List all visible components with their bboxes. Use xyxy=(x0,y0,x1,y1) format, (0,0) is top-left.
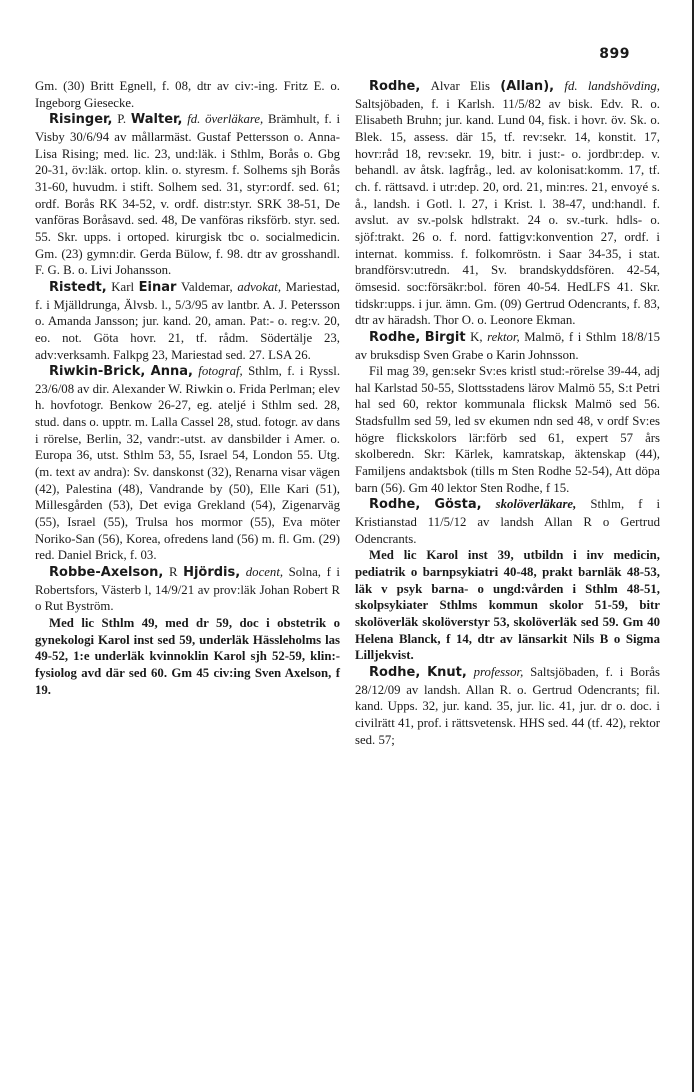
entry-body-bold: Med lic Karol inst 39, utbildn i inv medicin, pediatrik o barnpsykiatri 40-48, prakt barnläk 48-53, läk v psyk barna- o ungd:vården i Sthlm 48-51, skolpsykiater Sthlms kommun skolor 51-59, bitr skolöverläk skolöverstyr 53, skolöverläk sed 59. Gm 40 Helena Blanck, f 14, dtr av länsarkit Nils B o Sigma Lilljekvist. xyxy=(355,548,660,663)
entry-given-bold: Knut, xyxy=(427,664,467,680)
entry-given: Karl xyxy=(111,279,135,294)
entry-body: Sthlm, f i Kristianstad 11/5/12 av landsh Allan R o Gertrud Odencrants. xyxy=(355,497,661,546)
entry-body: Saltsjöbaden, f. i Borås 28/12/09 av landsh. Allan R. o. Gertrud Odencrants; fil. kand. Upps. 32, jur. kand. 35, jur. lic. 41, jur. dr o. doc. i civilrätt 41, prof. i rättsvetensk. HHS sed. 44 (tf. 42), rektor sed. 57; xyxy=(355,664,660,747)
entry-given-bold: Birgit xyxy=(424,329,466,345)
entry-given: P. xyxy=(117,112,127,127)
entry-title: fd. överläkare, xyxy=(187,112,264,127)
page-edge-line xyxy=(692,0,694,1092)
entry-title: fd. landshövding, xyxy=(564,79,661,93)
entry-body-bold: Med lic Sthlm 49, med dr 59, doc i obstetrik o gynekologi Karol inst sed 59, underläk Hässleholms las 49-52, 1:e underläk kvinnoklin Karol sjh 52-59, klin:-fysiolog avd där sed 60. Gm 45 civ:ing Sven Axelson, f 19. xyxy=(35,616,340,697)
entry-rodhe-gosta xyxy=(355,496,660,664)
entry-given: Alvar Elis xyxy=(430,79,490,93)
entry-given-bold: Hjördis, xyxy=(183,565,241,581)
entry-body-after: Fil mag 39, gen:sekr Sv:es kristl stud:-rörelse 39-44, adj hal Karlstad 50-55, Slottsstadens lärov Malmö 55, S:t Petri hal sed 60, rektor kommunala flicksk Malmö sed 56. Stadsfullm sed 59, led sv ekumen ndn sed 48, v ordf Sv:es högre flickskolors lär:förb sed 61, expert 57 års skolberedn. Skr: Kärlek, kamratskap, äktenskap (44), Familjens andaktsbok (tills m Sten Rodhe 52-54), Att döpa barn (56). Gm 40 lektor Sten Rodhe, f 15. xyxy=(355,364,660,495)
entry-given: R xyxy=(168,565,178,580)
entry-body: Brämhult, f. i Visby 30/6/94 av mållarmäst. Gustaf Pettersson o. Anna-Lisa Rising; med. lic. 23, und:läk. i Sthlm, Borås o. Gbg 20-31, öv:läk. ortop. klin. o. styresm. f. Solhems sjh Borås 31-60, huvudm. i stift. Solhem sed. 31, styr:ordf. sed. 61; ordf. Borås RK 34-52, v. ordf. distr:styr. SRK 38-51, De vanföras Boråsavd. sed. 48, De vanföras riksförb. styr. sed. 55. Skr. upps. i ortoped. kirurgisk tbc o. socialmedicin. Gm. (23) gymn:dir. Gerda Bülow, f. 98. dtr av grosshandl. F. G. B. o. Livi Johansson. xyxy=(35,112,341,278)
entry-given-post: K, xyxy=(470,329,483,344)
entry-title: docent, xyxy=(245,565,284,580)
entry-given-bold: Gösta, xyxy=(434,497,482,513)
entry-surname: Rodhe, xyxy=(369,497,421,513)
left-column xyxy=(35,78,340,698)
entry-surname: Risinger, xyxy=(49,112,113,128)
entry-given-bold: (Allan), xyxy=(500,79,555,94)
entry-continuation: Gm. (30) Britt Egnell, f. 08, dtr av civ:-ing. Fritz E. o. Ingeborg Giesecke. xyxy=(35,79,340,110)
page-number: 899 xyxy=(599,46,630,62)
entry-body: Mariestad, f. i Mjälldrunga, Älvsb. l., 5/3/95 av lantbr. A. J. Petersson o. Amanda Jansson; jur. kand. 20, aman. Pat:- o. reg:v. 20, eo. not. Göta hovr. 21, tf. rådm. Södertälje 23, adv:verksamh. Falkpg 23, Mariestad sed. 27. LSA 26. xyxy=(35,279,341,362)
entry-risinger xyxy=(35,111,340,279)
entry-body: Sthlm, f. i Ryssl. 23/6/08 av dir. Alexander W. Riwkin o. Frida Perlman; elev h. hovfotogr. Benkow 26-27, eg. ateljé i Sthlm sed. 28, stud. dans o. upptr. m. Lalla Cassel 28, stud. fotogr. av dans i rörelse, Berlin, 32, vandr:-utst. av dansbilder i Amer. o. Europa 36, utst. Sthlm 53, 55, Israel 54, London 55. Utg. (m. text av andra): Sv. danskonst (32), Renarna visar vägen (42), Palestina (48), Vandrande by (50), Elle Kari (51), Millesgården (53), Det eviga Grekland (54), Zigenarväg (55), Israel (55), Trulsa hos mormor (55), Eva möter Noriko-San (56), Korea, ofredens land (56) m. fl. Gm. (29) red. Daniel Brick, f. 03. xyxy=(35,364,341,563)
entry-given-bold: Einar xyxy=(138,279,177,295)
entry-rodhe-birgit xyxy=(355,329,660,497)
entry-surname: Rodhe, xyxy=(369,329,421,345)
entry-title: advokat, xyxy=(237,279,282,294)
entry-robbe-axelson xyxy=(35,564,340,698)
entry-given-bold: Anna, xyxy=(150,364,193,380)
entry-ristedt xyxy=(35,279,340,363)
entry-title: skolöverläkare, xyxy=(495,497,577,512)
entry-body: Malmö, f i Sthlm 18/8/15 av bruksdisp Sven Grabe o Karin Johnsson. xyxy=(355,329,660,362)
entry-surname: Ristedt, xyxy=(49,279,107,295)
entry-surname: Robbe-Axelson, xyxy=(49,565,164,581)
entry-surname: Riwkin-Brick, xyxy=(49,364,146,380)
right-column xyxy=(355,78,660,748)
entry-title: rektor, xyxy=(487,329,520,344)
entry-surname: Rodhe, xyxy=(369,664,421,680)
entry-body: Solna, f i Robertsfors, Västerb l, 14/9/21 av prov:läk Johan Robert R o Rut Byström. xyxy=(35,565,340,614)
entry-body: Saltsjöbaden, f. i Karlsh. 11/5/82 av bisk. Edv. R. o. Elisabeth Bruhn; jur. kand. Lund 04, fisk. i hovr. öv. Sk. o. Blek. 15, assess. där 15, tf. rev:sekr. 14, konstit. 17, hovr:råd 18, rev:sekr. 19, bitr. i just:- o. jordbr:dep. v. behandl. av åtsk. lagfråg., led. av kolonisat:komm. 17, tf. ch. f. rättsavd. i utr:dep. 20, ord. 21, min:res. 21, envoyé s. å., landsh. i Gotl. l. 27, i Krist. l. 38-47, und:handl. f. avslut. av sv.-polsk hdlstrakt. 24 o. sv.-turk. hdls- o. sjöf:trakt. 26 o. f. nord. fattigv:konvention 27, ordf. i internat. kommiss. f. folkomröstn. i Saar 34-35, i stat. brandförsv:utredn. 41, Sv. brandskyddsfören. 42-54, ömsesid. soc:försäkr:bol. fören 40-54. HedLFS 41. Skr. tidskr:upps. i jur. ämn. Gm. (09) Gertrud Odencrants, f. 83, dtr av häradsh. Thor O. o. Leonore Ekman. xyxy=(355,96,660,328)
entry-riwkin-brick xyxy=(35,363,340,564)
entry-title: fotograf, xyxy=(198,364,243,379)
entry-title: professor, xyxy=(473,664,524,679)
entry-given-post: Valdemar, xyxy=(181,279,233,294)
entry-rodhe-allan xyxy=(355,78,660,329)
entry-given-bold: Walter, xyxy=(130,112,183,128)
entry-rodhe-knut xyxy=(355,664,660,748)
entry-surname: Rodhe, xyxy=(369,79,421,94)
